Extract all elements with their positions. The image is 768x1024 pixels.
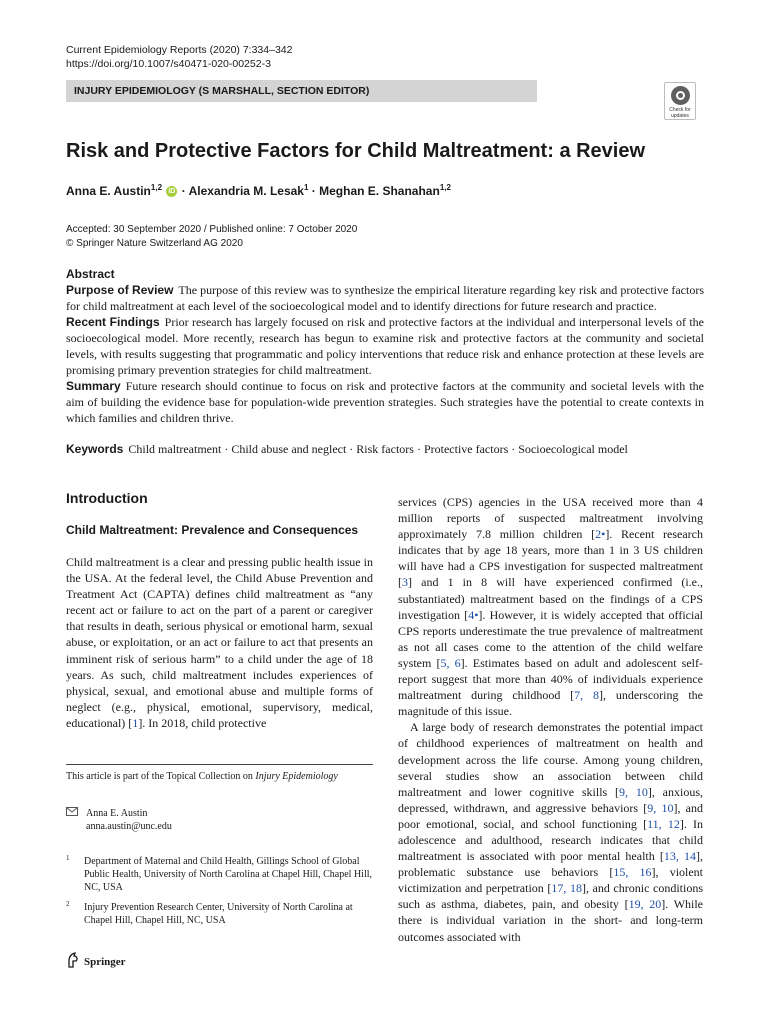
summary-text: Future research should continue to focus on risk and protective factors at the community and societal levels with the aim of building the evidence base for population-wide prevention strategies. Such strategies have the potential to create contexts in which families and children thrive. xyxy=(66,379,704,425)
introduction-heading: Introduction xyxy=(66,490,148,506)
accepted-date: Accepted: 30 September 2020 / Published online: 7 October 2020 xyxy=(66,224,358,235)
topical-collection-name[interactable]: Injury Epidemiology xyxy=(255,771,338,782)
findings-label: Recent Findings xyxy=(66,315,160,329)
orcid-icon[interactable]: iD xyxy=(168,188,176,196)
abstract-summary xyxy=(66,378,704,426)
check-updates-line1: Check for xyxy=(669,107,691,113)
left-column xyxy=(66,490,373,731)
springer-horse-icon xyxy=(66,952,80,971)
affiliation-number: 2 xyxy=(66,900,70,908)
abstract xyxy=(66,266,704,426)
author-austin-affil: 1,2 xyxy=(150,183,163,192)
contact-name: Anna E. Austin xyxy=(86,808,148,819)
purpose-text: The purpose of this review was to synthesize the empirical literature regarding key risk and protective factors for child maltreatment at each level of the socioecological model and to identify directions for future research and practice. xyxy=(66,283,704,313)
article-title: Risk and Protective Factors for Child Maltreatment: a Review xyxy=(66,140,646,162)
corresponding-author xyxy=(66,807,172,833)
contact-email[interactable]: anna.austin@unc.edu xyxy=(86,821,172,832)
purpose-label: Purpose of Review xyxy=(66,283,174,297)
citation-link[interactable]: 1 xyxy=(132,715,139,730)
author-separator: · xyxy=(181,184,186,198)
citation-link[interactable]: 9, 10 xyxy=(647,800,674,815)
right-column xyxy=(398,494,703,945)
keywords-text: Child maltreatment · Child abuse and neglect · Risk factors · Protective factors · Socioecological model xyxy=(128,442,628,456)
author-list xyxy=(66,183,451,198)
author-lesak[interactable]: Alexandria M. Lesak xyxy=(188,184,304,198)
publisher-name: Springer xyxy=(84,955,126,968)
check-for-updates-badge[interactable] xyxy=(664,82,696,120)
keywords-label: Keywords xyxy=(66,442,124,456)
affiliation-number: 1 xyxy=(66,854,70,862)
prevalence-subheading: Child Maltreatment: Prevalence and Consequences xyxy=(66,523,359,537)
check-updates-icon xyxy=(671,86,690,105)
publication-dates xyxy=(66,223,357,251)
affiliation-1 xyxy=(66,855,376,894)
intro-paragraph-1: Child maltreatment is a clear and pressing public health issue in the USA. At the federal level, the Child Abuse Prevention and Treatment Act (CAPTA) defines child maltreatment as “any recent act or failure to act on the part of a parent or caregiver that results in death, serious physical or emotional harm, sexual abuse, or exploitation, or an act or failure to act that presents an imminent risk of serious harm” to a child under the age of 18 years. As such, child maltreatment includes experiences of physical, sexual, and emotional abuse and multiple forms of neglect (e.g., physical, emotional, supervisory, medical, educational) [1]. In 2018, child protective xyxy=(66,555,373,730)
citation-link[interactable]: 9, 10 xyxy=(619,784,648,799)
citation-link[interactable]: 7, 8 xyxy=(574,688,599,703)
envelope-icon xyxy=(66,807,78,820)
affiliation-2 xyxy=(66,901,376,927)
consequences-paragraph: A large body of research demonstrates the potential impact of childhood experiences of maltreatment on health and development across the life course. Among young children, several studies show an association between child maltreatment and lower cognitive skills [9, 10], anxious, depressed, withdrawn, and aggressive behaviors [9, 10], and poor emotional, social, and school functioning [11, 12]. In adolescence and adulthood, research indicates that child maltreatment is associated with poor mental health [13, 14], problematic substance use behaviors [15, 16], violent victimization and perpetration [17, 18], and chronic conditions such as asthma, diabetes, pain, and obesity [19, 20]. While there is individual variation in the short- and long-term outcomes associated with xyxy=(398,720,704,944)
affiliation-text: Department of Maternal and Child Health, Gillings School of Global Public Health, University of North Carolina at Chapel Hill, Chapel Hill, NC, USA xyxy=(84,856,373,893)
author-austin[interactable]: Anna E. Austin xyxy=(66,184,151,198)
abstract-findings xyxy=(66,314,704,378)
citation-link[interactable]: 4• xyxy=(468,607,479,622)
author-separator: · xyxy=(311,184,316,198)
footnote-divider xyxy=(66,764,373,765)
springer-logo xyxy=(66,952,126,971)
citation-link[interactable]: 5, 6 xyxy=(440,655,461,670)
citation-link[interactable]: 3 xyxy=(402,575,408,590)
summary-label: Summary xyxy=(66,379,121,393)
citation-link[interactable]: 11, 12 xyxy=(647,816,680,831)
affiliation-text: Injury Prevention Research Center, University of North Carolina at Chapel Hill, Chapel Hill, NC, USA xyxy=(84,902,353,926)
keywords xyxy=(66,442,628,457)
journal-header xyxy=(66,43,292,71)
citation-link[interactable]: 19, 20 xyxy=(628,897,662,912)
topical-collection-note: This article is part of the Topical Collection on Injury Epidemiology xyxy=(66,771,338,782)
citation-link[interactable]: 2• xyxy=(595,527,606,542)
prevalence-paragraph: services (CPS) agencies in the USA received more than 4 million reports of suspected maltreatment involving approximately 7.8 million children [2•]. Recent research indicates that by age 18 years, more than 1 in 3 US children will have had a CPS investigation for suspected maltreatment [3] and 1 in 8 will have experienced confirmed (i.e., substantiated) maltreatment based on the findings of a CPS investigation [4•]. However, it is widely accepted that official CPS reports underestimate the true prevalence of maltreatment as not all cases come to the attention of the child welfare system [5, 6]. Estimates based on adult and adolescent self-report suggest that more than 40% of individuals experience maltreatment during childhood [7, 8], underscoring the magnitude of this issue. xyxy=(398,495,703,719)
author-shanahan-affil: 1,2 xyxy=(439,183,451,192)
copyright: © Springer Nature Switzerland AG 2020 xyxy=(66,238,243,249)
author-shanahan[interactable]: Meghan E. Shanahan xyxy=(319,184,440,198)
citation-link[interactable]: 17, 18 xyxy=(551,881,582,896)
abstract-heading: Abstract xyxy=(66,267,115,281)
check-updates-line2: updates xyxy=(671,113,689,119)
citation-link[interactable]: 15, 16 xyxy=(613,865,652,880)
abstract-purpose xyxy=(66,282,704,314)
author-lesak-affil: 1 xyxy=(303,183,309,192)
citation-link[interactable]: 13, 14 xyxy=(663,849,697,864)
findings-text: Prior research has largely focused on risk and protective factors at the individual and interpersonal levels of the socioecological model. More recently, research has begun to examine risk and protective factors at the community and societal levels, with results suggesting that programmatic and policy interventions that reduce risk and enhance protection at these levels are promising primary prevention strategies for child maltreatment. xyxy=(66,315,705,377)
section-label: INJURY EPIDEMIOLOGY (S MARSHALL, SECTION EDITOR) xyxy=(66,80,537,102)
journal-citation: Current Epidemiology Reports (2020) 7:334–342 xyxy=(66,44,293,56)
doi-link[interactable]: https://doi.org/10.1007/s40471-020-00252-3 xyxy=(66,58,271,70)
